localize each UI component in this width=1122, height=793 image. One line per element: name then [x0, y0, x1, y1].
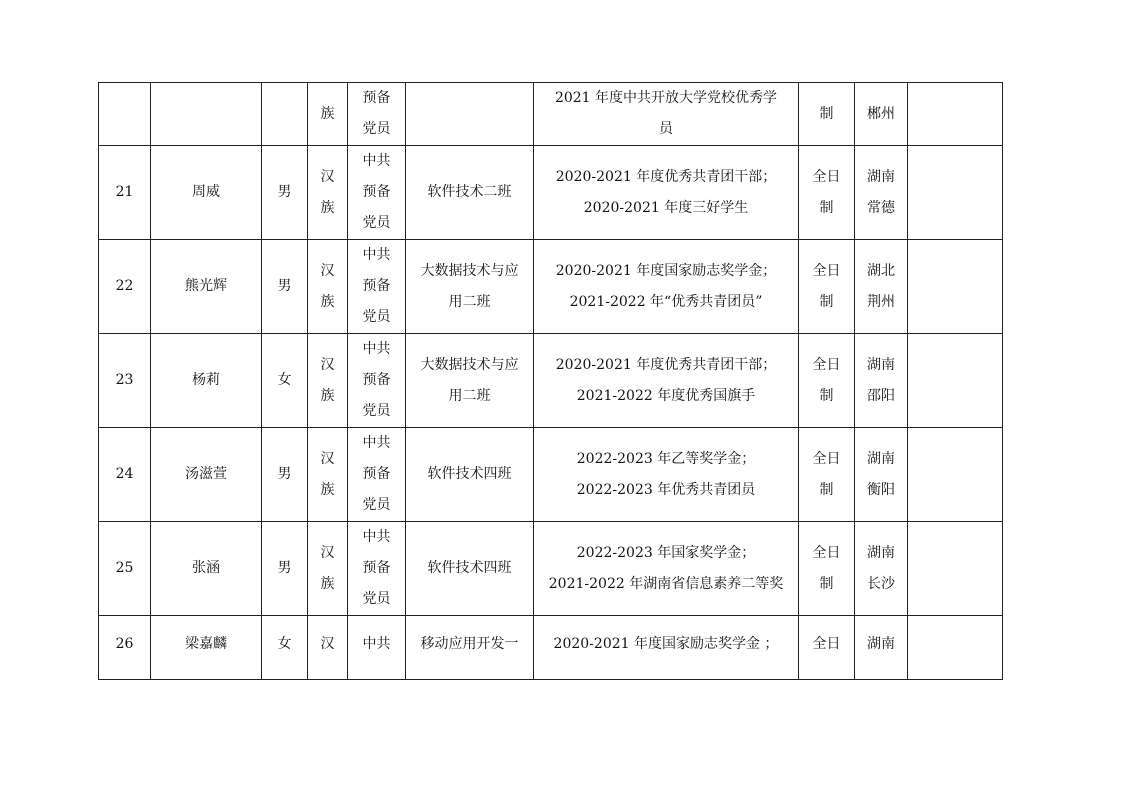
cell-class-line: 移动应用开发一 — [420, 636, 519, 652]
cell-origin-line: 郴州 — [867, 105, 895, 122]
cell-note — [908, 334, 1003, 428]
cell-note — [908, 616, 1003, 680]
cell-honors-line: 2022-2023 年优秀共青团员 — [576, 481, 756, 498]
cell-political-status-line: 中共 — [362, 435, 391, 451]
cell-political-status-line: 中共 — [362, 247, 391, 263]
cell-political-status — [348, 428, 406, 522]
cell-honors — [534, 146, 799, 240]
cell-political-status-line: 中共 — [362, 529, 391, 545]
cell-class — [406, 83, 534, 146]
cell-honors-line: 2022-2023 年国家奖学金； — [576, 544, 756, 561]
cell-origin-line: 湖南 — [867, 168, 895, 185]
cell-study-mode-line: 制 — [819, 575, 834, 592]
cell-political-status-line: 预备 — [362, 90, 391, 106]
cell-study-mode — [799, 146, 855, 240]
cell-note — [908, 240, 1003, 334]
cell-origin-line: 衡阳 — [867, 481, 895, 498]
cell-origin — [855, 428, 908, 522]
cell-ethnicity-line: 汉 — [320, 636, 335, 652]
cell-ethnicity — [308, 240, 348, 334]
cell-no: 25 — [99, 522, 151, 616]
cell-class — [406, 240, 534, 334]
cell-origin-line: 湖南 — [867, 544, 895, 561]
cell-note — [908, 522, 1003, 616]
cell-name: 周威 — [151, 146, 262, 240]
cell-study-mode — [799, 334, 855, 428]
cell-origin — [855, 146, 908, 240]
cell-political-status-line: 党员 — [362, 121, 391, 137]
cell-study-mode-line: 制 — [819, 199, 834, 216]
cell-no: 26 — [99, 616, 151, 680]
cell-origin-line: 湖南 — [867, 356, 895, 373]
cell-no: 24 — [99, 428, 151, 522]
roster-body — [99, 83, 1003, 680]
cell-honors-line: 2020-2021 年度优秀共青团干部； — [555, 356, 777, 373]
cell-study-mode — [799, 522, 855, 616]
cell-political-status — [348, 334, 406, 428]
cell-note — [908, 83, 1003, 146]
cell-ethnicity — [308, 334, 348, 428]
cell-ethnicity-line: 族 — [320, 481, 335, 498]
cell-gender: 男 — [262, 240, 308, 334]
cell-honors — [534, 522, 799, 616]
cell-honors-line: 2021-2022 年“优秀共青团员” — [569, 293, 763, 310]
cell-ethnicity-line: 族 — [320, 199, 335, 216]
cell-class — [406, 428, 534, 522]
cell-study-mode-line: 全日 — [812, 636, 841, 652]
cell-no — [99, 83, 151, 146]
cell-origin-line: 邵阳 — [867, 387, 895, 404]
cell-honors — [534, 334, 799, 428]
cell-note — [908, 146, 1003, 240]
cell-study-mode-line: 制 — [819, 105, 834, 122]
cell-origin-line: 常德 — [867, 199, 895, 216]
cell-gender: 女 — [262, 616, 308, 680]
cell-political-status-line: 预备 — [362, 278, 391, 294]
cell-political-status-line: 党员 — [362, 309, 391, 325]
cell-honors-line: 2020-2021 年度国家励志奖学金 ； — [553, 636, 779, 652]
cell-study-mode-line: 全日 — [812, 262, 841, 279]
cell-ethnicity — [308, 522, 348, 616]
cell-political-status-line: 中共 — [362, 153, 391, 169]
cell-ethnicity-line: 汉 — [320, 356, 335, 373]
cell-study-mode — [799, 428, 855, 522]
cell-ethnicity — [308, 83, 348, 146]
cell-study-mode — [799, 616, 855, 680]
cell-no: 22 — [99, 240, 151, 334]
cell-political-status-line: 党员 — [362, 591, 391, 607]
cell-class — [406, 334, 534, 428]
cell-honors — [534, 616, 799, 680]
cell-name — [151, 83, 262, 146]
cell-political-status-line: 预备 — [362, 466, 391, 482]
student-roster-table — [98, 82, 1003, 680]
cell-origin-line: 湖南 — [867, 636, 895, 652]
cell-no: 21 — [99, 146, 151, 240]
table-row — [99, 146, 1003, 240]
cell-political-status-line: 党员 — [362, 497, 391, 513]
cell-no: 23 — [99, 334, 151, 428]
cell-class-line: 用二班 — [448, 293, 491, 310]
cell-class — [406, 146, 534, 240]
cell-class-line: 软件技术二班 — [427, 184, 512, 200]
cell-study-mode-line: 全日 — [812, 168, 841, 185]
cell-political-status — [348, 522, 406, 616]
cell-political-status-line: 党员 — [362, 215, 391, 231]
cell-gender — [262, 83, 308, 146]
cell-honors-line: 员 — [659, 121, 673, 137]
cell-honors — [534, 428, 799, 522]
cell-origin-line: 湖北 — [867, 262, 895, 279]
cell-ethnicity-line: 汉 — [320, 262, 335, 279]
cell-study-mode-line: 制 — [819, 293, 834, 310]
cell-class — [406, 522, 534, 616]
cell-origin-line: 湖南 — [867, 450, 895, 467]
cell-honors-line: 2020-2021 年度优秀共青团干部； — [555, 168, 777, 185]
cell-political-status-line: 党员 — [362, 403, 391, 419]
cell-honors-line: 2020-2021 年度三好学生 — [583, 199, 749, 216]
cell-political-status — [348, 240, 406, 334]
cell-gender: 女 — [262, 334, 308, 428]
cell-ethnicity — [308, 428, 348, 522]
cell-origin-line: 长沙 — [867, 575, 895, 592]
cell-origin — [855, 334, 908, 428]
cell-class-line: 软件技术四班 — [427, 560, 512, 576]
cell-name: 熊光辉 — [151, 240, 262, 334]
cell-origin — [855, 522, 908, 616]
cell-class-line: 用二班 — [448, 387, 491, 404]
cell-honors-line: 2021 年度中共开放大学党校优秀学 — [554, 90, 778, 106]
cell-study-mode-line: 制 — [819, 387, 834, 404]
cell-political-status-line: 预备 — [362, 560, 391, 576]
cell-gender: 男 — [262, 428, 308, 522]
cell-origin — [855, 240, 908, 334]
cell-name: 汤滋萱 — [151, 428, 262, 522]
cell-class-line: 软件技术四班 — [427, 466, 512, 482]
table-row — [99, 334, 1003, 428]
cell-ethnicity-line: 族 — [320, 575, 335, 592]
cell-political-status-line: 中共 — [362, 341, 391, 357]
cell-origin-line: 荆州 — [867, 293, 895, 310]
table-row — [99, 616, 1003, 680]
cell-political-status-line: 中共 — [362, 636, 391, 652]
cell-ethnicity-line: 汉 — [320, 450, 335, 467]
cell-class-line: 大数据技术与应 — [420, 262, 519, 279]
cell-honors-line: 2022-2023 年乙等奖学金； — [576, 450, 756, 467]
cell-study-mode-line: 全日 — [812, 450, 841, 467]
cell-origin — [855, 83, 908, 146]
cell-study-mode — [799, 240, 855, 334]
cell-ethnicity-line: 族 — [320, 105, 335, 122]
table-row — [99, 83, 1003, 146]
cell-class-line: 大数据技术与应 — [420, 356, 519, 373]
table-row — [99, 522, 1003, 616]
cell-honors-line: 2021-2022 年湖南省信息素养二等奖 — [548, 575, 784, 592]
cell-study-mode-line: 全日 — [812, 544, 841, 561]
cell-note — [908, 428, 1003, 522]
cell-political-status — [348, 83, 406, 146]
cell-origin — [855, 616, 908, 680]
cell-honors-line: 2020-2021 年度国家励志奖学金； — [555, 262, 777, 279]
table-row — [99, 428, 1003, 522]
cell-honors-line: 2021-2022 年度优秀国旗手 — [576, 387, 756, 404]
cell-honors — [534, 240, 799, 334]
cell-study-mode-line: 制 — [819, 481, 834, 498]
cell-ethnicity — [308, 146, 348, 240]
cell-name: 杨莉 — [151, 334, 262, 428]
cell-political-status-line: 预备 — [362, 372, 391, 388]
cell-political-status — [348, 146, 406, 240]
cell-study-mode — [799, 83, 855, 146]
cell-honors — [534, 83, 799, 146]
cell-name: 张涵 — [151, 522, 262, 616]
cell-ethnicity-line: 族 — [320, 293, 335, 310]
cell-gender: 男 — [262, 522, 308, 616]
cell-ethnicity-line: 族 — [320, 387, 335, 404]
cell-ethnicity-line: 汉 — [320, 544, 335, 561]
cell-ethnicity — [308, 616, 348, 680]
cell-class — [406, 616, 534, 680]
cell-political-status-line: 预备 — [362, 184, 391, 200]
cell-gender: 男 — [262, 146, 308, 240]
cell-name: 梁嘉麟 — [151, 616, 262, 680]
table-row — [99, 240, 1003, 334]
cell-ethnicity-line: 汉 — [320, 168, 335, 185]
cell-study-mode-line: 全日 — [812, 356, 841, 373]
cell-political-status — [348, 616, 406, 680]
